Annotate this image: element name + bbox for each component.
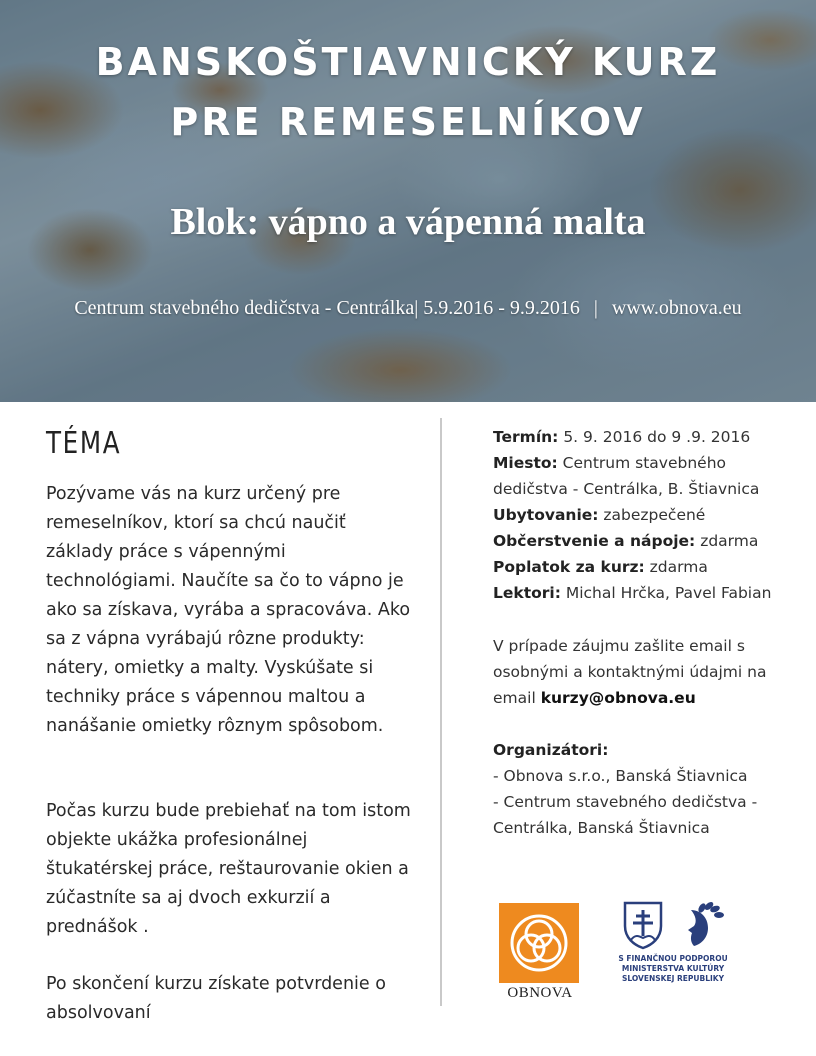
ministry-line: S FINANČNOU PODPOROU — [618, 954, 728, 963]
detail-label: Občerstvenie a nápoje: — [493, 532, 696, 550]
column-divider — [440, 418, 442, 1006]
detail-value: zdarma — [700, 532, 759, 550]
program-paragraph: Počas kurzu bude prebiehať na tom istom objekte ukážka profesionálnej štukatérskej práce, reštaurovanie okien a zúčastníte sa aj dvoch exkurzií a prednášok . — [46, 801, 411, 937]
hero-info-line — [0, 297, 816, 320]
detail-label: Termín: — [493, 428, 559, 446]
ministry-text — [612, 954, 734, 984]
ministry-logo — [612, 900, 734, 984]
obnova-emblem — [499, 903, 579, 983]
obnova-logo — [499, 903, 581, 1002]
detail-value: Centrum stavebného dedičstva - Centrálka, B. Štiavnica — [493, 454, 760, 498]
ministry-icons — [612, 900, 734, 950]
detail-value: Michal Hrčka, Pavel Fabian — [565, 584, 772, 602]
course-details — [493, 424, 805, 606]
detail-value: 5. 9. 2016 do 9 .9. 2016 — [563, 428, 751, 446]
detail-value: zdarma — [649, 558, 708, 576]
venue-dates: Centrum stavebného dedičstva - Centrálka| 5.9.2016 - 9.9.2016 — [74, 297, 580, 319]
slovak-coat-of-arms-icon — [622, 900, 664, 950]
organizer-item: - Centrum stavebného dedičstva - Centrálka, Banská Štiavnica — [493, 793, 758, 837]
detail-lecturers — [493, 580, 805, 606]
contact-text: V prípade záujmu zašlite email s osobnými a kontaktnými údajmi na email — [493, 637, 767, 707]
hero-banner — [0, 0, 816, 402]
detail-label: Poplatok za kurz: — [493, 558, 645, 576]
detail-accommodation — [493, 502, 805, 528]
contact-info — [493, 633, 803, 711]
detail-refreshments — [493, 528, 805, 554]
detail-value: zabezpečené — [603, 506, 706, 524]
hero-title-line2: PRE REMESELNÍKOV — [170, 100, 646, 144]
triquetra-icon — [507, 911, 571, 975]
ministry-line: MINISTERSTVA KULTÚRY — [621, 964, 725, 973]
detail-label: Ubytovanie: — [493, 506, 599, 524]
organizer-item: - Obnova s.r.o., Banská Štiavnica — [493, 767, 748, 785]
detail-date — [493, 424, 805, 450]
organizers — [493, 737, 803, 841]
obnova-name: OBNOVA — [507, 985, 573, 1001]
detail-label: Lektori: — [493, 584, 561, 602]
detail-label: Miesto: — [493, 454, 558, 472]
intro-paragraph: Pozývame vás na kurz určený pre remeselníkov, ktorí sa chcú naučiť základy práce s vápennými technológiami. Naučíte sa čo to vápno je ako sa získava, vyrába a spracováva. Ako sa z vápna vyrábajú rôzne produkty: nátery, omietky a malty. Vyskúšate si techniky práce s vápennou maltou a nanášanie omietky rôznym spôsobom. — [46, 484, 411, 736]
ministry-line: SLOVENSKEJ REPUBLIKY — [621, 974, 725, 983]
organizers-heading: Organizátori: — [493, 741, 609, 759]
website-link[interactable]: www.obnova.eu — [611, 297, 742, 319]
contact-email-link[interactable]: kurzy@obnova.eu — [540, 689, 696, 707]
hero-subtitle: Blok: vápno a vápenná malta — [170, 201, 646, 243]
info-separator: | — [593, 297, 598, 319]
detail-place — [493, 450, 805, 502]
detail-fee — [493, 554, 805, 580]
tema-heading: TÉMA — [46, 426, 122, 461]
hero-title-line1: BANSKOŠTIAVNICKÝ KURZ — [95, 40, 721, 84]
certificate-paragraph: Po skončení kurzu získate potvrdenie o absolvovaní — [46, 974, 386, 1023]
ministry-profile-icon — [672, 900, 724, 950]
